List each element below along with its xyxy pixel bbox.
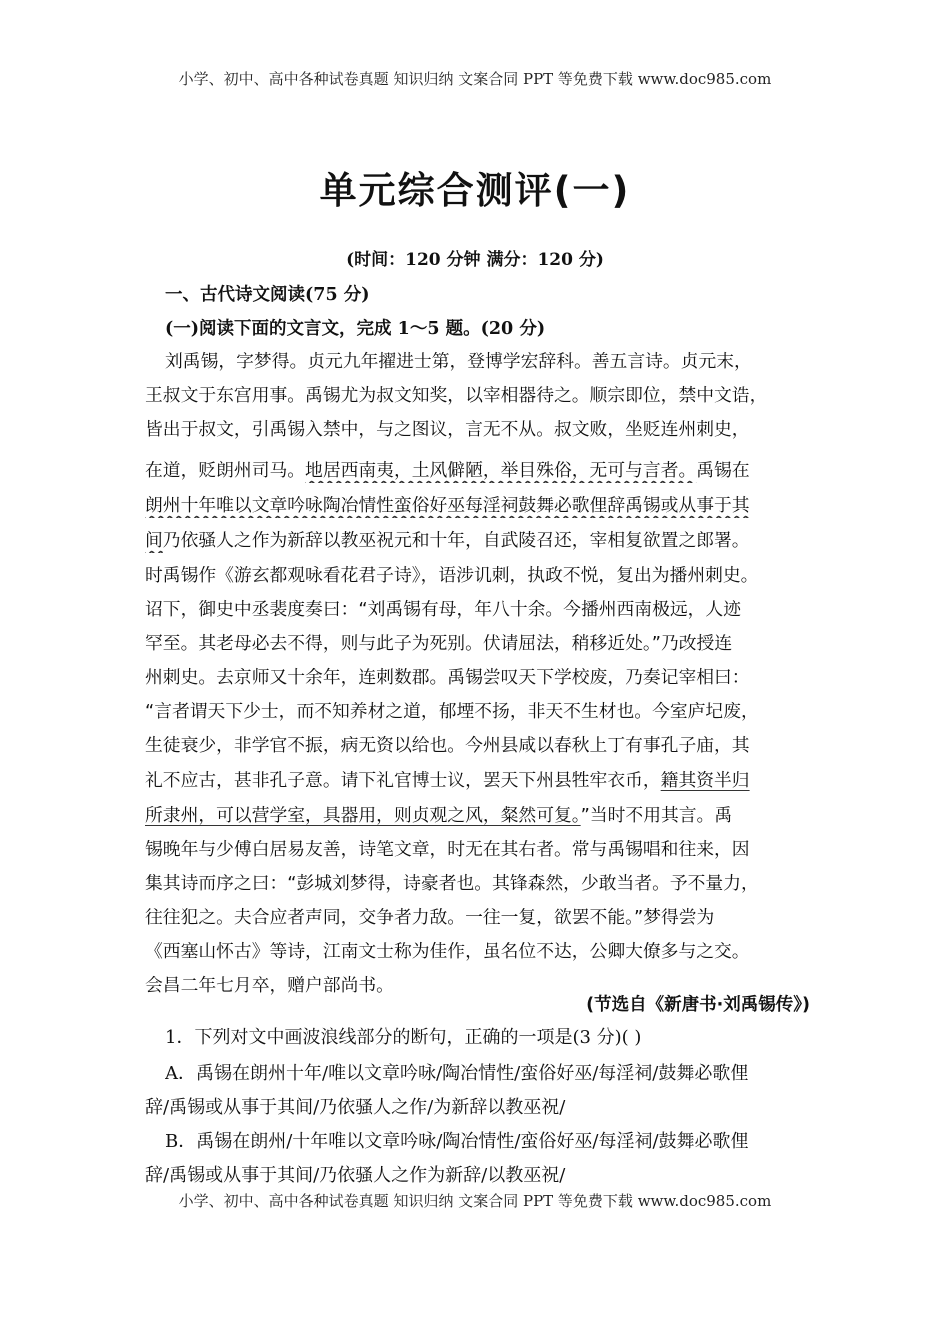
passage-line <box>145 384 810 408</box>
passage-text: “言者谓天下少士，而不知养材之道，郁堙不扬，非天不生材也。今室庐圮废， <box>145 701 759 722</box>
wavy-underlined-text: 间 <box>145 530 163 551</box>
page-title: 单元综合测评(一) <box>319 169 631 212</box>
question-1: 1．下列对文中画波浪线部分的断句，正确的一项是(3 分)( ) <box>165 1027 642 1048</box>
passage-line <box>145 906 810 930</box>
passage-text: 往往犯之。夫合应者声同，交争者力敌。一往一复，欲罢不能。”梦得尝为 <box>145 907 715 928</box>
passage-source: (节选自《新唐书·刘禹锡传》) <box>586 995 810 1015</box>
exam-meta: (时间：120 分钟 满分：120 分) <box>346 250 604 270</box>
passage-line <box>145 459 810 483</box>
passage-line <box>145 598 810 622</box>
passage-line <box>145 940 810 964</box>
subsection-heading: (一)阅读下面的文言文，完成 1～5 题。(20 分) <box>165 319 546 339</box>
option-b-line-2: 辞/禹锡或从事于其间/乃依骚人之作为新辞/以教巫祝/ <box>145 1165 566 1186</box>
passage-text: 生徒衰少，非学官不振，病无资以给也。今州县咸以春秋上丁有事孔子庙，其 <box>145 735 750 756</box>
passage-text: 礼不应古，甚非孔子意。请下礼官博士议，罢天下州县牲牢衣币， <box>145 770 661 791</box>
passage-line <box>145 632 810 656</box>
passage-text: 锡晚年与少傅白居易友善，诗笔文章，时无在其右者。常与禹锡唱和往来，因 <box>145 839 750 860</box>
passage-line <box>145 564 810 588</box>
passage-line <box>145 872 810 896</box>
passage-text: 州刺史。去京师又十余年，连刺数郡。禹锡尝叹天下学校废，乃奏记宰相曰： <box>145 667 750 688</box>
page-footer: 小学、初中、高中各种试卷真题 知识归纳 文案合同 PPT 等免费下载 www.doc985.com <box>178 1192 772 1210</box>
underlined-text: 籍其资半归 <box>660 770 750 791</box>
passage-text: 在道，贬朗州司马。 <box>145 460 306 481</box>
passage-text: 集其诗而序之曰：“彭城刘梦得，诗豪者也。其锋森然，少敢当者。予不量力， <box>145 873 759 894</box>
passage-text: 诏下，御史中丞裴度奏曰：“刘禹锡有母，年八十余。今播州西南极远，人迹 <box>145 599 741 620</box>
passage-line <box>145 494 810 518</box>
wavy-underlined-text: 地居西南夷，土风僻陋，举目殊俗，无可与言者。 <box>305 460 697 481</box>
passage-text: ”当时不用其言。禹 <box>580 805 733 826</box>
passage-line <box>145 769 810 793</box>
passage-line <box>145 700 810 724</box>
passage-text: 皆出于叔文，引禹锡入禁中，与之图议，言无不从。叔文败，坐贬连州刺史， <box>145 419 750 440</box>
passage-text: 会昌二年七月卒，赠户部尚书。 <box>145 975 394 996</box>
passage-line <box>145 838 810 862</box>
option-a-line-2: 辞/禹锡或从事于其间/乃依骚人之作/为新辞以教巫祝/ <box>145 1097 566 1118</box>
passage-line <box>145 666 810 690</box>
passage-text: 禹锡在 <box>696 460 750 481</box>
passage-line <box>145 529 810 553</box>
passage-text: 乃依骚人之作为新辞以教巫祝元和十年，自武陵召还，宰相复欲置之郎署。 <box>162 530 750 551</box>
passage-text: 王叔文于东宫用事。禹锡尤为叔文知奖，以宰相器待之。顺宗即位，禁中文诰， <box>145 385 768 406</box>
passage-line <box>145 418 810 442</box>
passage-line <box>145 804 810 828</box>
wavy-underlined-text: 朗州十年唯以文章吟咏陶冶情性蛮俗好巫每淫祠鼓舞必歌俚辞禹锡或从事于其 <box>145 495 750 516</box>
passage-text: 刘禹锡，字梦得。贞元九年擢进士第，登博学宏辞科。善五言诗。贞元末， <box>165 351 752 372</box>
option-a-line-1: A．禹锡在朗州十年/唯以文章吟咏/陶冶情性/蛮俗好巫/每淫祠/鼓舞必歌俚 <box>165 1063 749 1084</box>
option-b-line-1: B．禹锡在朗州/十年唯以文章吟咏/陶冶情性/蛮俗好巫/每淫祠/鼓舞必歌俚 <box>165 1131 749 1152</box>
page-header: 小学、初中、高中各种试卷真题 知识归纳 文案合同 PPT 等免费下载 www.doc985.com <box>178 70 772 88</box>
section-heading: 一、古代诗文阅读(75 分) <box>165 285 370 305</box>
passage-text: 《西塞山怀古》等诗，江南文士称为佳作，虽名位不达，公卿大僚多与之交。 <box>145 941 750 962</box>
passage-line <box>145 734 810 758</box>
underlined-text: 所隶州，可以营学室，具器用，则贞观之风，粲然可复。 <box>145 805 581 826</box>
passage-line <box>165 350 830 374</box>
passage-text: 时禹锡作《游玄都观咏看花君子诗》，语涉讥刺，执政不悦，复出为播州刺史。 <box>145 565 759 586</box>
passage-text: 罕至。其老母必去不得，则与此子为死别。伏请屈法，稍移近处。”乃改授连 <box>145 633 733 654</box>
